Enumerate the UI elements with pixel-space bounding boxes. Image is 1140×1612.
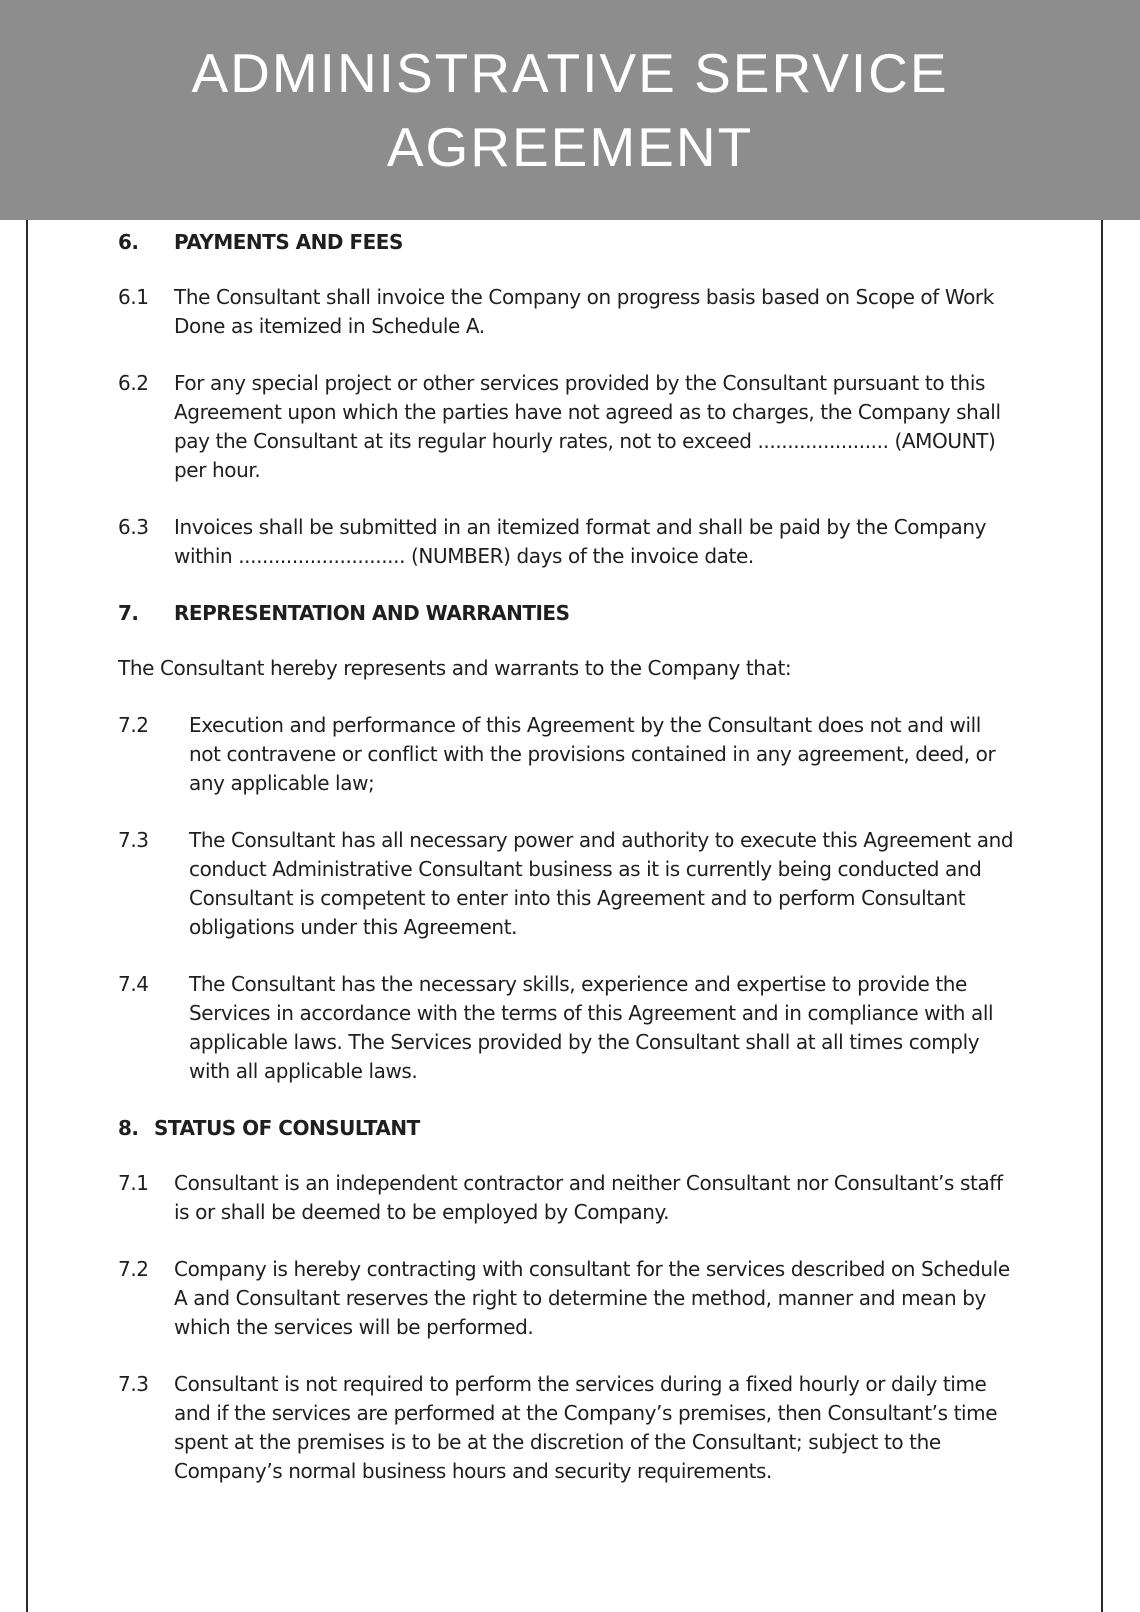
- page-border-left: [26, 220, 28, 1612]
- section-number: 7.: [118, 601, 139, 625]
- clause-text: [174, 1255, 1018, 1342]
- clause-number: 7.3: [118, 1372, 149, 1396]
- clause-number: 6.1: [118, 285, 149, 309]
- clause-line: Company’s normal business hours and security requirements.: [174, 1459, 773, 1483]
- clause-line: The Consultant has the necessary skills, experience and expertise to provide the: [189, 972, 967, 996]
- clause-text: [174, 283, 1018, 341]
- clause-line: Consultant is not required to perform the services during a fixed hourly or daily time: [174, 1372, 987, 1396]
- clause-6-1: [118, 283, 1018, 341]
- title-banner: [0, 0, 1140, 220]
- clause-number: 7.2: [118, 713, 149, 737]
- clause-number: 7.1: [118, 1171, 149, 1195]
- clause-6-2: [118, 369, 1018, 485]
- clause-text: [174, 369, 1018, 485]
- clause-8-1: [118, 1169, 1018, 1227]
- clause-line: per hour.: [174, 458, 261, 482]
- section-7-intro: The Consultant hereby represents and warrants to the Company that:: [118, 656, 792, 680]
- page-border-right: [1101, 220, 1103, 1612]
- clause-line: For any special project or other services provided by the Consultant pursuant to this: [174, 371, 986, 395]
- clause-8-3: [118, 1370, 1018, 1486]
- clause-line: The Consultant shall invoice the Company on progress basis based on Scope of Work: [174, 285, 994, 309]
- clause-line: pay the Consultant at its regular hourly rates, not to exceed ...................... (AMOUNT): [174, 429, 996, 453]
- clause-line: A and Consultant reserves the right to determine the method, manner and mean by: [174, 1286, 986, 1310]
- clause-8-2: [118, 1255, 1018, 1342]
- section-title: STATUS OF CONSULTANT: [154, 1116, 420, 1140]
- section-number: 8.: [118, 1116, 139, 1140]
- clause-line: Agreement upon which the parties have not agreed as to charges, the Company shall: [174, 400, 1001, 424]
- clause-line: Company is hereby contracting with consultant for the services described on Schedule: [174, 1257, 1010, 1281]
- clause-number: 7.4: [118, 972, 149, 996]
- section-number: 6.: [118, 230, 139, 254]
- clause-line: and if the services are performed at the Company’s premises, then Consultant’s time: [174, 1401, 998, 1425]
- document-body: [118, 228, 1018, 1514]
- clause-line: Services in accordance with the terms of this Agreement and in compliance with all: [189, 1001, 994, 1025]
- clause-number: 7.2: [118, 1257, 149, 1281]
- clause-text: [189, 826, 1018, 942]
- clause-text: [189, 970, 1018, 1086]
- section-7-heading: [118, 599, 1018, 628]
- section-title: PAYMENTS AND FEES: [174, 230, 403, 254]
- document-title: [170, 36, 970, 184]
- clause-line: which the services will be performed.: [174, 1315, 534, 1339]
- clause-number: 6.3: [118, 515, 149, 539]
- clause-text: [174, 513, 1018, 571]
- clause-text: [189, 711, 1018, 798]
- clause-line: Done as itemized in Schedule A.: [174, 314, 485, 338]
- clause-number: 7.3: [118, 828, 149, 852]
- clause-7-4: [118, 970, 1018, 1086]
- clause-text: [174, 1169, 1018, 1227]
- clause-line: applicable laws. The Services provided by the Consultant shall at all times comply: [189, 1030, 980, 1054]
- clause-number: 6.2: [118, 371, 149, 395]
- clause-line: is or shall be deemed to be employed by Company.: [174, 1200, 670, 1224]
- clause-line: Consultant is competent to enter into this Agreement and to perform Consultant: [189, 886, 966, 910]
- clause-6-3: [118, 513, 1018, 571]
- clause-line: Consultant is an independent contractor and neither Consultant nor Consultant’s staff: [174, 1171, 1003, 1195]
- clause-line: Invoices shall be submitted in an itemized format and shall be paid by the Company: [174, 515, 987, 539]
- clause-line: within ............................ (NUMBER) days of the invoice date.: [174, 544, 754, 568]
- clause-line: The Consultant has all necessary power and authority to execute this Agreement and: [189, 828, 1014, 852]
- section-6-heading: [118, 228, 1018, 257]
- clause-line: conduct Administrative Consultant business as it is currently being conducted and: [189, 857, 982, 881]
- clause-7-3: [118, 826, 1018, 942]
- clause-line: with all applicable laws.: [189, 1059, 418, 1083]
- section-8-heading: [118, 1114, 1018, 1143]
- clause-line: spent at the premises is to be at the discretion of the Consultant; subject to the: [174, 1430, 941, 1454]
- title-line-2: AGREEMENT: [386, 116, 754, 178]
- section-title: REPRESENTATION AND WARRANTIES: [174, 601, 570, 625]
- clause-line: obligations under this Agreement.: [189, 915, 518, 939]
- clause-text: [174, 1370, 1018, 1486]
- clause-line: any applicable law;: [189, 771, 375, 795]
- clause-line: not contravene or conflict with the provisions contained in any agreement, deed, or: [189, 742, 996, 766]
- clause-line: Execution and performance of this Agreement by the Consultant does not and will: [189, 713, 981, 737]
- clause-7-2: [118, 711, 1018, 798]
- title-line-1: ADMINISTRATIVE SERVICE: [191, 42, 949, 104]
